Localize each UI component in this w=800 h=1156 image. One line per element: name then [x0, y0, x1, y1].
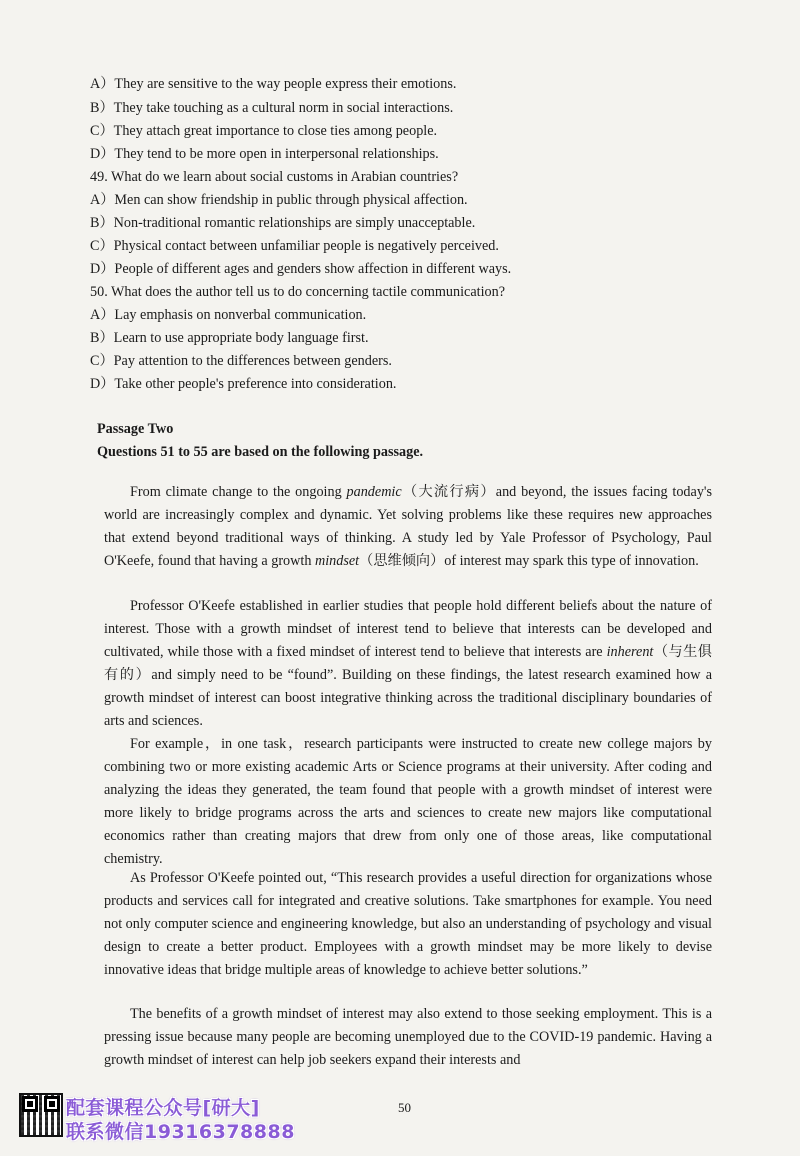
- passage-paragraph-2: Professor O'Keefe established in earlier studies that people hold different beliefs about the nature of interest. Those with a growth mindset of interest tend to believe that interests can be developed and cultivated, while those with a fixed mindset of interest tend to believe that interests are inherent（与生俱有的）and simply need to be “found”. Building on these findings, the latest research examined how a growth mindset of interest can boost integrative thinking across the traditional disciplinary boundaries of arts and sciences.: [104, 598, 712, 729]
- passage-paragraph-3: For example，in one task，research participants were instructed to create new college majors by combining two or more existing academic Arts or Science programs at their university. After coding and analyzing the ideas they generated, the team found that people with a growth mindset of interest were more likely to bridge programs across the arts and sciences to create new majors like computational economics rather than creating majors that drew from only one of those areas, like computational chemistry.: [104, 736, 712, 867]
- q50-option-c: C）Pay attention to the differences between genders.: [90, 353, 392, 369]
- watermark-banner-line-2: 联系微信19316378888: [66, 1121, 295, 1143]
- q48-option-b: B）They take touching as a cultural norm in social interactions.: [90, 100, 454, 116]
- watermark-banner-line-1: 配套课程公众号[研大]: [66, 1097, 260, 1119]
- question-50: 50. What does the author tell us to do concerning tactile communication?: [90, 284, 505, 300]
- passage-paragraph-4: As Professor O'Keefe pointed out, “This research provides a useful direction for organizations whose products and services call for integrated and creative solutions. Take smartphones for example. You need not only computer science and engineering knowledge, but also an understanding of psychology and visual design to create a better product. Employees with a growth mindset may be more likely to devise innovative ideas that bridge multiple areas of knowledge to achieve better solutions.”: [104, 870, 712, 978]
- q49-option-a: A）Men can show friendship in public through physical affection.: [90, 192, 468, 208]
- q48-option-a: A）They are sensitive to the way people express their emotions.: [90, 76, 457, 92]
- q49-option-d: D）People of different ages and genders show affection in different ways.: [90, 261, 512, 277]
- term-inherent: inherent: [606, 644, 654, 660]
- q50-option-d: D）Take other people's preference into consideration.: [90, 376, 397, 392]
- passage-title: Passage Two: [97, 421, 174, 437]
- qr-code-icon: [19, 1093, 63, 1137]
- q50-option-a: A）Lay emphasis on nonverbal communication.: [90, 307, 367, 323]
- q48-option-c: C）They attach great importance to close ties among people.: [90, 123, 438, 139]
- q48-option-d: D）They tend to be more open in interpersonal relationships.: [90, 146, 439, 162]
- passage-paragraph-1: From climate change to the ongoing pandemic（大流行病）and beyond, the issues facing today's world are increasingly complex and dynamic. Yet solving problems like these requires new approaches that extend beyond traditional ways of thinking. A study led by Yale Professor of Psychology, Paul O'Keefe, found that having a growth mindset（思维倾向）of interest may spark this type of innovation.: [104, 484, 712, 569]
- term-mindset: mindset: [314, 553, 360, 569]
- question-49: 49. What do we learn about social customs in Arabian countries?: [90, 169, 459, 185]
- q50-option-b: B）Learn to use appropriate body language first.: [90, 330, 369, 346]
- q49-option-c: C）Physical contact between unfamiliar people is negatively perceived.: [90, 238, 499, 254]
- term-pandemic: pandemic: [346, 484, 402, 500]
- passage-paragraph-5: The benefits of a growth mindset of interest may also extend to those seeking employment. This is a pressing issue because many people are becoming unemployed due to the COVID-19 pandemic. Having a growth mindset of interest can help job seekers expand their interests and: [104, 1006, 712, 1068]
- passage-instructions: Questions 51 to 55 are based on the following passage.: [97, 444, 424, 460]
- page-number: 50: [398, 1100, 411, 1115]
- q49-option-b: B）Non-traditional romantic relationships are simply unacceptable.: [90, 215, 476, 231]
